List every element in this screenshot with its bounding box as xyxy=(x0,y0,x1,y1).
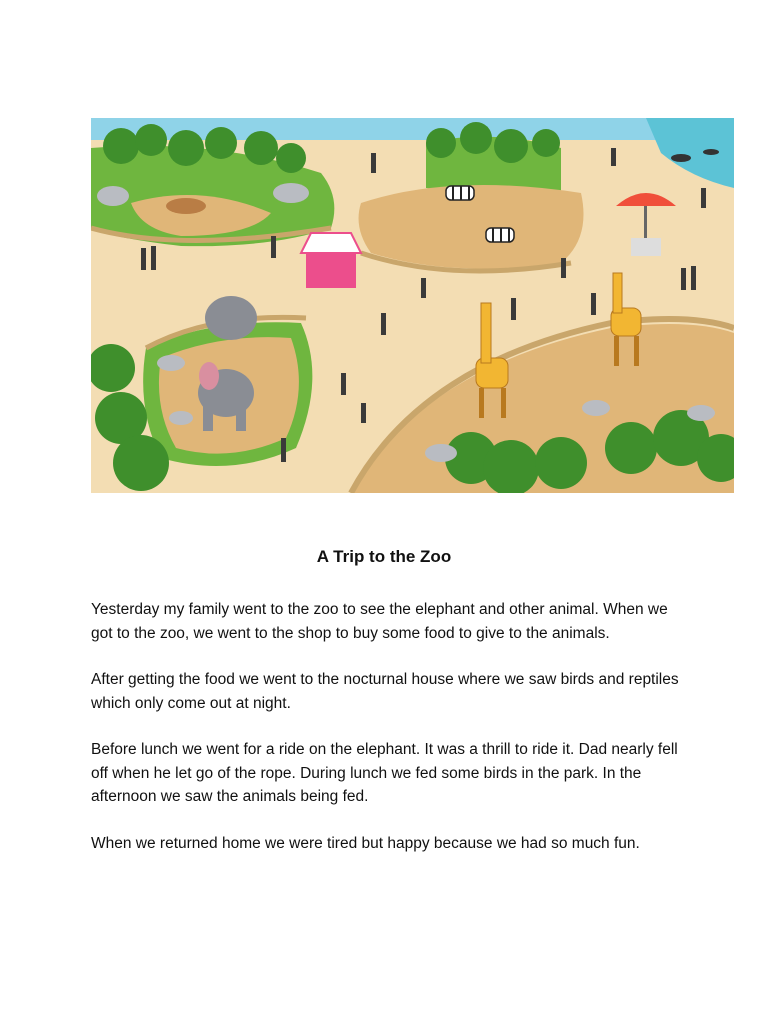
paragraph: Yesterday my family went to the zoo to see the elephant and other animal. When we got to the zoo, we went to the shop to buy some food to give to the animals. xyxy=(91,601,668,642)
paragraph: After getting the food we went to the nocturnal house where we saw birds and reptiles which only come out at night. xyxy=(91,671,679,712)
page-title: A Trip to the Zoo xyxy=(316,547,452,566)
paragraph: When we returned home we were tired but happy because we had so much fun. xyxy=(91,834,640,852)
paragraph: Before lunch we went for a ride on the elephant. It was a thrill to ride it. Dad nearly fell off when he let go of the rope. During lunch we fed some birds in the park. In the afternoon we saw the animals being fed. xyxy=(91,741,678,805)
story-body xyxy=(91,598,691,878)
zoo-illustration xyxy=(91,118,734,493)
